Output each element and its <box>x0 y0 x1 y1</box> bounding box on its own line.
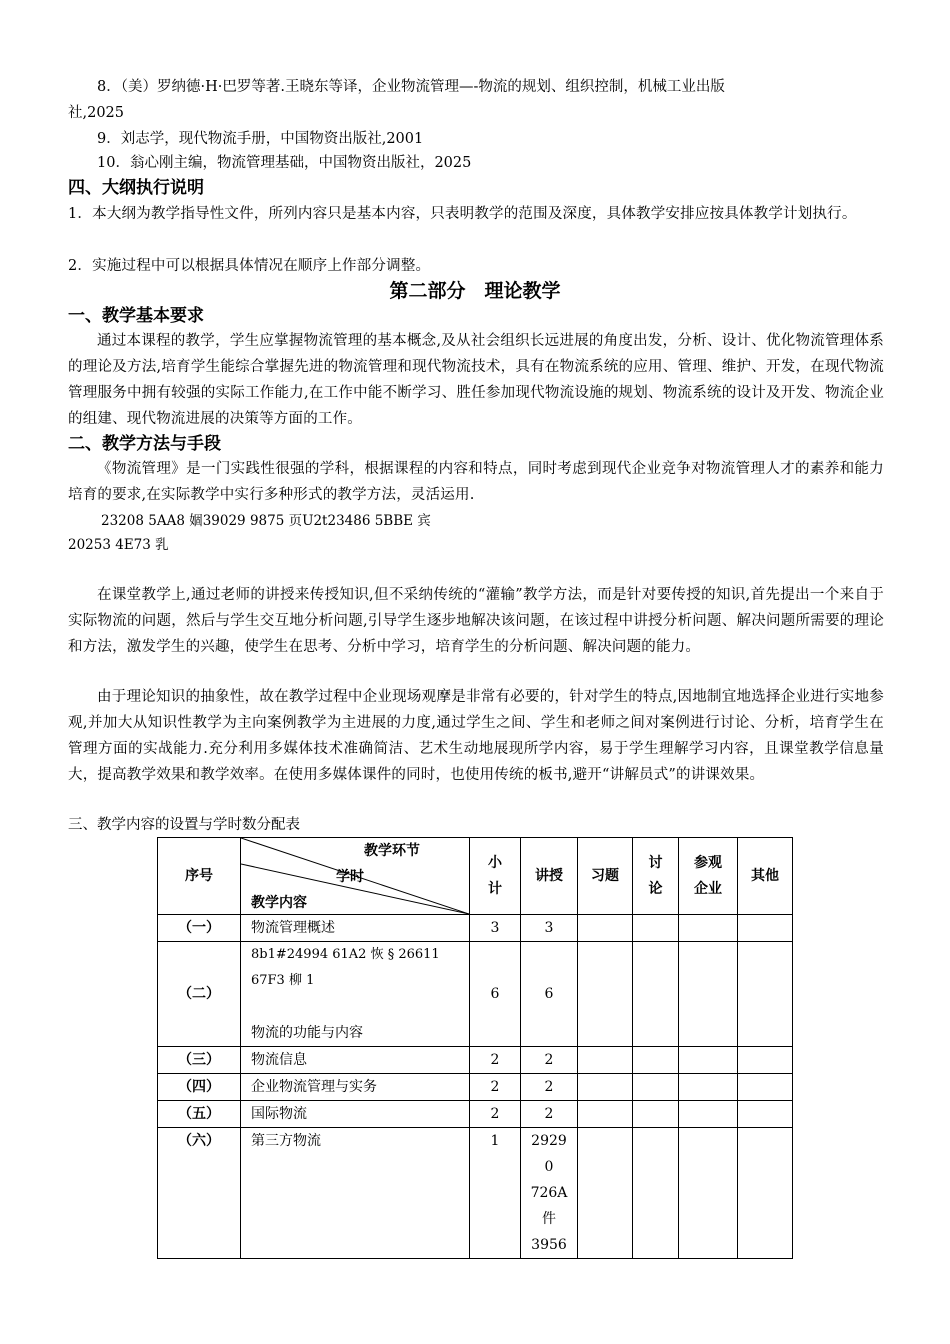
row-lecture: 2 <box>521 1074 578 1101</box>
table-row <box>158 942 793 1047</box>
row-content: 物流管理概述 <box>241 915 470 942</box>
header-discussion: 讨 论 <box>633 838 679 915</box>
row-seq: （五） <box>158 1101 241 1128</box>
row-seq: （四） <box>158 1074 241 1101</box>
row-seq: （二） <box>158 942 241 1047</box>
row-seq: （三） <box>158 1047 241 1074</box>
row-content: 物流信息 <box>241 1047 470 1074</box>
header-subtotal: 小 计 <box>470 838 521 915</box>
header-hours: 学时 <box>336 869 364 885</box>
row-subtotal: 6 <box>470 942 521 1047</box>
row-subtotal: 3 <box>470 915 521 942</box>
row-subtotal: 2 <box>470 1047 521 1074</box>
reference-9: 9．刘志学，现代物流手册，中国物资出版社,2001 <box>97 131 424 147</box>
table-row <box>158 915 793 942</box>
table-caption: 三、教学内容的设置与学时数分配表 <box>68 817 300 833</box>
row-content: 8b1#24994 61A2 恢 § 26611 67F3 柳 1 物流的功能与内容 <box>241 942 470 1047</box>
row-lecture: 2 <box>521 1047 578 1074</box>
reference-8-line1: 8．（美）罗纳德·H·巴罗等著.王晓东等译，企业物流管理—-物流的规划、组织控制，机械工业出版 <box>97 79 725 95</box>
section-heading-methods: 二、教学方法与手段 <box>68 434 221 454</box>
row-seq: （六） <box>158 1128 241 1259</box>
garbled-text-line-1: 23208 5AA8 婟39029 9875 页U2t23486 5BBE 宾 <box>101 513 431 529</box>
header-exercise: 习题 <box>578 838 633 915</box>
header-teaching-content: 教学内容 <box>251 895 307 911</box>
row-content: 国际物流 <box>241 1101 470 1128</box>
part-title: 第二部分 理论教学 <box>389 280 561 302</box>
row-lecture: 6 <box>521 942 578 1047</box>
reference-8-line2: 社,2025 <box>68 105 125 121</box>
row-lecture: 2 <box>521 1101 578 1128</box>
table-header-row <box>158 838 793 915</box>
site-visit-text: 由于理论知识的抽象性，故在教学过程中企业现场观摩是非常有必要的，针对学生的特点,因地制宜地选择企业进行实地参观,并加大从知识性教学为主向案例教学为主进展的力度,通过学生之间、学生和老师之间对案例进行讨论、分析，培育学生在管理方面的实战能力.充分利用多媒体技术准确简洁、艺术生动地展现所学内容，易于学生理解学习内容，且课堂教学信息量大，提高教学效果和教学效率。在使用多媒体课件的同时，也使用传统的板书,避开“讲解员式”的讲课效果。 <box>68 689 884 783</box>
reference-10: 10．翁心刚主编，物流管理基础，中国物资出版社，2025 <box>97 155 472 171</box>
row-content: 第三方物流 <box>241 1128 470 1259</box>
row-lecture: 3 <box>521 915 578 942</box>
garbled-text-line-2: 20253 4E73 乳 <box>68 537 169 553</box>
row-content: 企业物流管理与实务 <box>241 1074 470 1101</box>
header-seq: 序号 <box>158 838 241 915</box>
section-heading-basic-requirements: 一、教学基本要求 <box>68 306 204 326</box>
header-other: 其他 <box>738 838 793 915</box>
table-row <box>158 1074 793 1101</box>
row-lecture: 2929 0 726A 件 3956 <box>521 1128 578 1259</box>
methods-text: 《物流管理》是一门实践性很强的学科，根据课程的内容和特点，同时考虑到现代企业竞争对物流管理人才的素养和能力培育的要求,在实际教学中实行多种形式的教学方法，灵活运用. <box>68 461 884 503</box>
hours-allocation-table <box>157 837 793 1259</box>
table-row <box>158 1047 793 1074</box>
row-seq: （一） <box>158 915 241 942</box>
header-company-visit: 参观 企业 <box>679 838 738 915</box>
row-subtotal: 1 <box>470 1128 521 1259</box>
row-subtotal: 2 <box>470 1101 521 1128</box>
classroom-teaching-text: 在课堂教学上,通过老师的讲授来传授知识,但不采纳传统的“灌输”教学方法，而是针对要传授的知识,首先提出一个来自于实际物流的问题，然后与学生交互地分析问题,引导学生逐步地解决该问题，在该过程中讲授分析问题、解决问题所需要的理论和方法，激发学生的兴趣，使学生在思考、分析中学习，培育学生的分析问题、解决问题的能力。 <box>68 587 884 655</box>
table-row <box>158 1128 793 1259</box>
basic-requirements-text: 通过本课程的教学，学生应掌握物流管理的基本概念,及从社会组织长远进展的角度出发，分析、设计、优化物流管理体系的理论及方法,培育学生能综合掌握先进的物流管理和现代物流技术，具有在物流系统的应用、管理、维护、开发，在现代物流管理服务中拥有较强的实际工作能力,在工作中能不断学习、胜任参加现代物流设施的规划、物流系统的设计及开发、物流企业的组建、现代物流进展的决策等方面的工作。 <box>68 333 884 427</box>
table-row <box>158 1101 793 1128</box>
section-heading-outline-notes: 四、大纲执行说明 <box>68 178 204 198</box>
outline-note-1: 1．本大纲为教学指导性文件，所列内容只是基本内容，只表明教学的范围及深度，具体教学安排应按具体教学计划执行。 <box>68 206 857 222</box>
outline-note-2: 2．实施过程中可以根据具体情况在顺序上作部分调整。 <box>68 258 431 274</box>
header-lecture: 讲授 <box>521 838 578 915</box>
row-subtotal: 2 <box>470 1074 521 1101</box>
header-diagonal-cell <box>241 838 470 915</box>
header-teaching-stage: 教学环节 <box>364 843 420 859</box>
